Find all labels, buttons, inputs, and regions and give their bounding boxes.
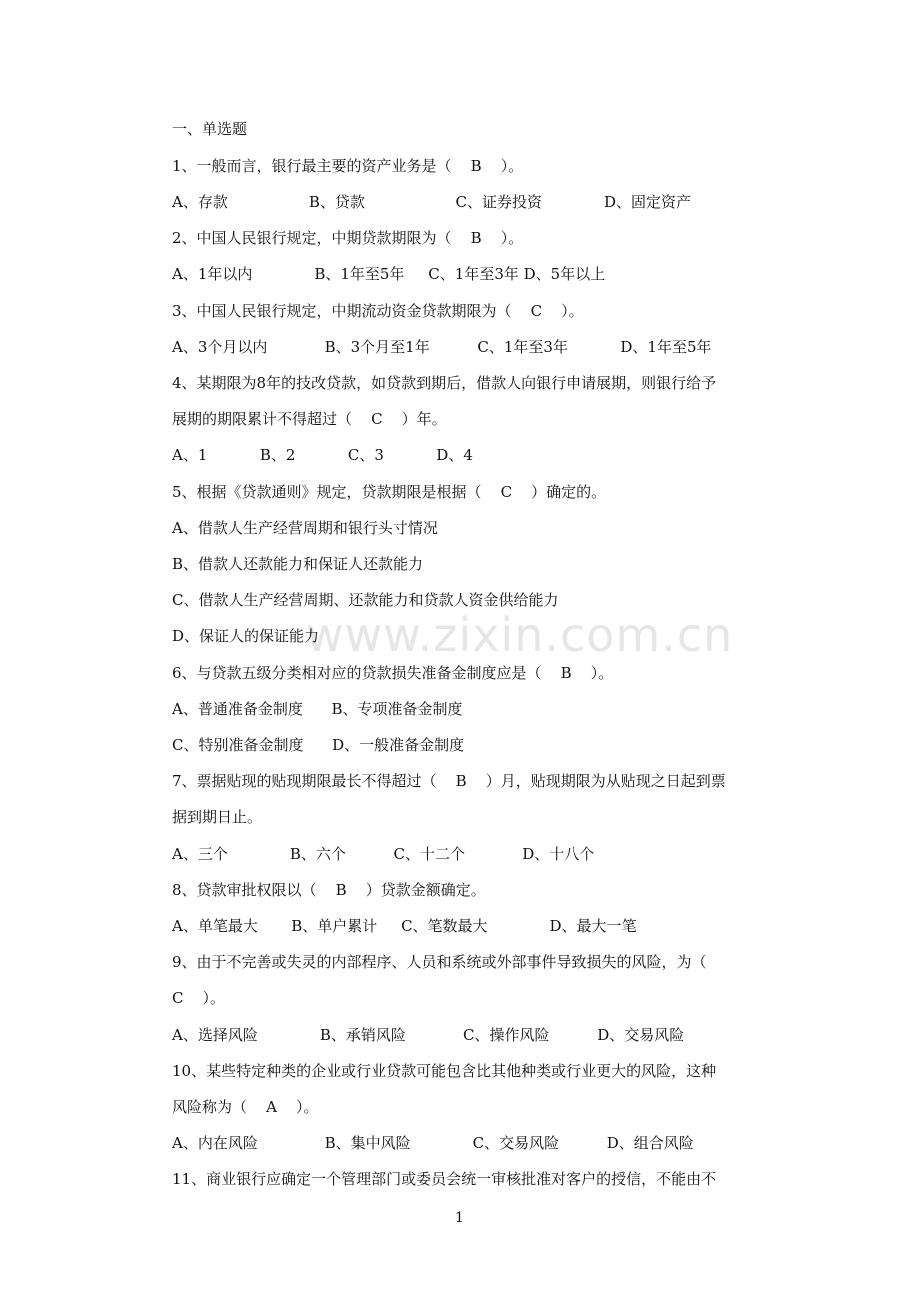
question-1-options: A、存款 B、贷款 C、证券投资 D、固定资产 xyxy=(172,193,691,211)
question-1: 1、一般而言，银行最主要的资产业务是（ B ）。 xyxy=(172,157,524,175)
question-5: 5、根据《贷款通则》规定，贷款期限是根据（ C ）确定的。 xyxy=(172,483,607,501)
question-2: 2、中国人民银行规定，中期贷款期限为（ B ）。 xyxy=(172,229,524,247)
page-number: 1 xyxy=(455,1210,464,1226)
question-3: 3、中国人民银行规定，中期流动资金贷款期限为（ C ）。 xyxy=(172,302,584,320)
question-5-option-c: C、借款人生产经营周期、还款能力和贷款人资金供给能力 xyxy=(172,591,559,609)
question-3-options: A、3个月以内 B、3个月至1年 C、1年至3年 D、1年至5年 xyxy=(172,338,712,356)
question-8: 8、贷款审批权限以（ B ）贷款金额确定。 xyxy=(172,881,486,899)
question-2-options: A、1年以内 B、1年至5年 C、1年至3年 D、5年以上 xyxy=(172,265,606,283)
question-9-options: A、选择风险 B、承销风险 C、操作风险 D、交易风险 xyxy=(172,1026,685,1044)
question-4-options: A、1 B、2 C、3 D、4 xyxy=(172,446,473,464)
question-10: 10、某些特定种类的企业或行业贷款可能包含比其他种类或行业更大的风险，这种 xyxy=(172,1062,717,1080)
question-5-option-a: A、借款人生产经营周期和银行头寸情况 xyxy=(172,519,438,537)
question-4: 4、某期限为8年的技改贷款，如贷款到期后，借款人向银行申请展期，则银行给予 xyxy=(172,374,717,392)
question-10-cont: 风险称为（ A ）。 xyxy=(172,1098,319,1116)
section-title: 一、单选题 xyxy=(172,120,248,138)
question-7: 7、票据贴现的贴现期限最长不得超过（ B ）月，贴现期限为从贴现之日起到票 xyxy=(172,772,726,790)
question-6: 6、与贷款五级分类相对应的贷款损失准备金制度应是（ B ）。 xyxy=(172,664,614,682)
question-7-cont: 据到期日止。 xyxy=(172,808,263,826)
question-5-option-d: D、保证人的保证能力 xyxy=(172,627,320,645)
question-10-options: A、内在风险 B、集中风险 C、交易风险 D、组合风险 xyxy=(172,1134,694,1152)
question-6-options-ab: A、普通准备金制度 B、专项准备金制度 xyxy=(172,700,463,718)
watermark: www.zixin.com.cn xyxy=(306,608,734,662)
question-11: 11、商业银行应确定一个管理部门或委员会统一审核批准对客户的授信，不能由不 xyxy=(172,1170,717,1188)
question-6-options-cd: C、特别准备金制度 D、一般准备金制度 xyxy=(172,736,465,754)
question-8-options: A、单笔最大 B、单户累计 C、笔数最大 D、最大一笔 xyxy=(172,917,637,935)
question-5-option-b: B、借款人还款能力和保证人还款能力 xyxy=(172,555,424,573)
question-9-cont: C ）。 xyxy=(172,989,226,1007)
question-9: 9、由于不完善或失灵的内部程序、人员和系统或外部事件导致损失的风险，为（ xyxy=(172,953,707,971)
question-7-options: A、三个 B、六个 C、十二个 D、十八个 xyxy=(172,845,595,863)
question-4-cont: 展期的期限累计不得超过（ C ）年。 xyxy=(172,410,447,428)
